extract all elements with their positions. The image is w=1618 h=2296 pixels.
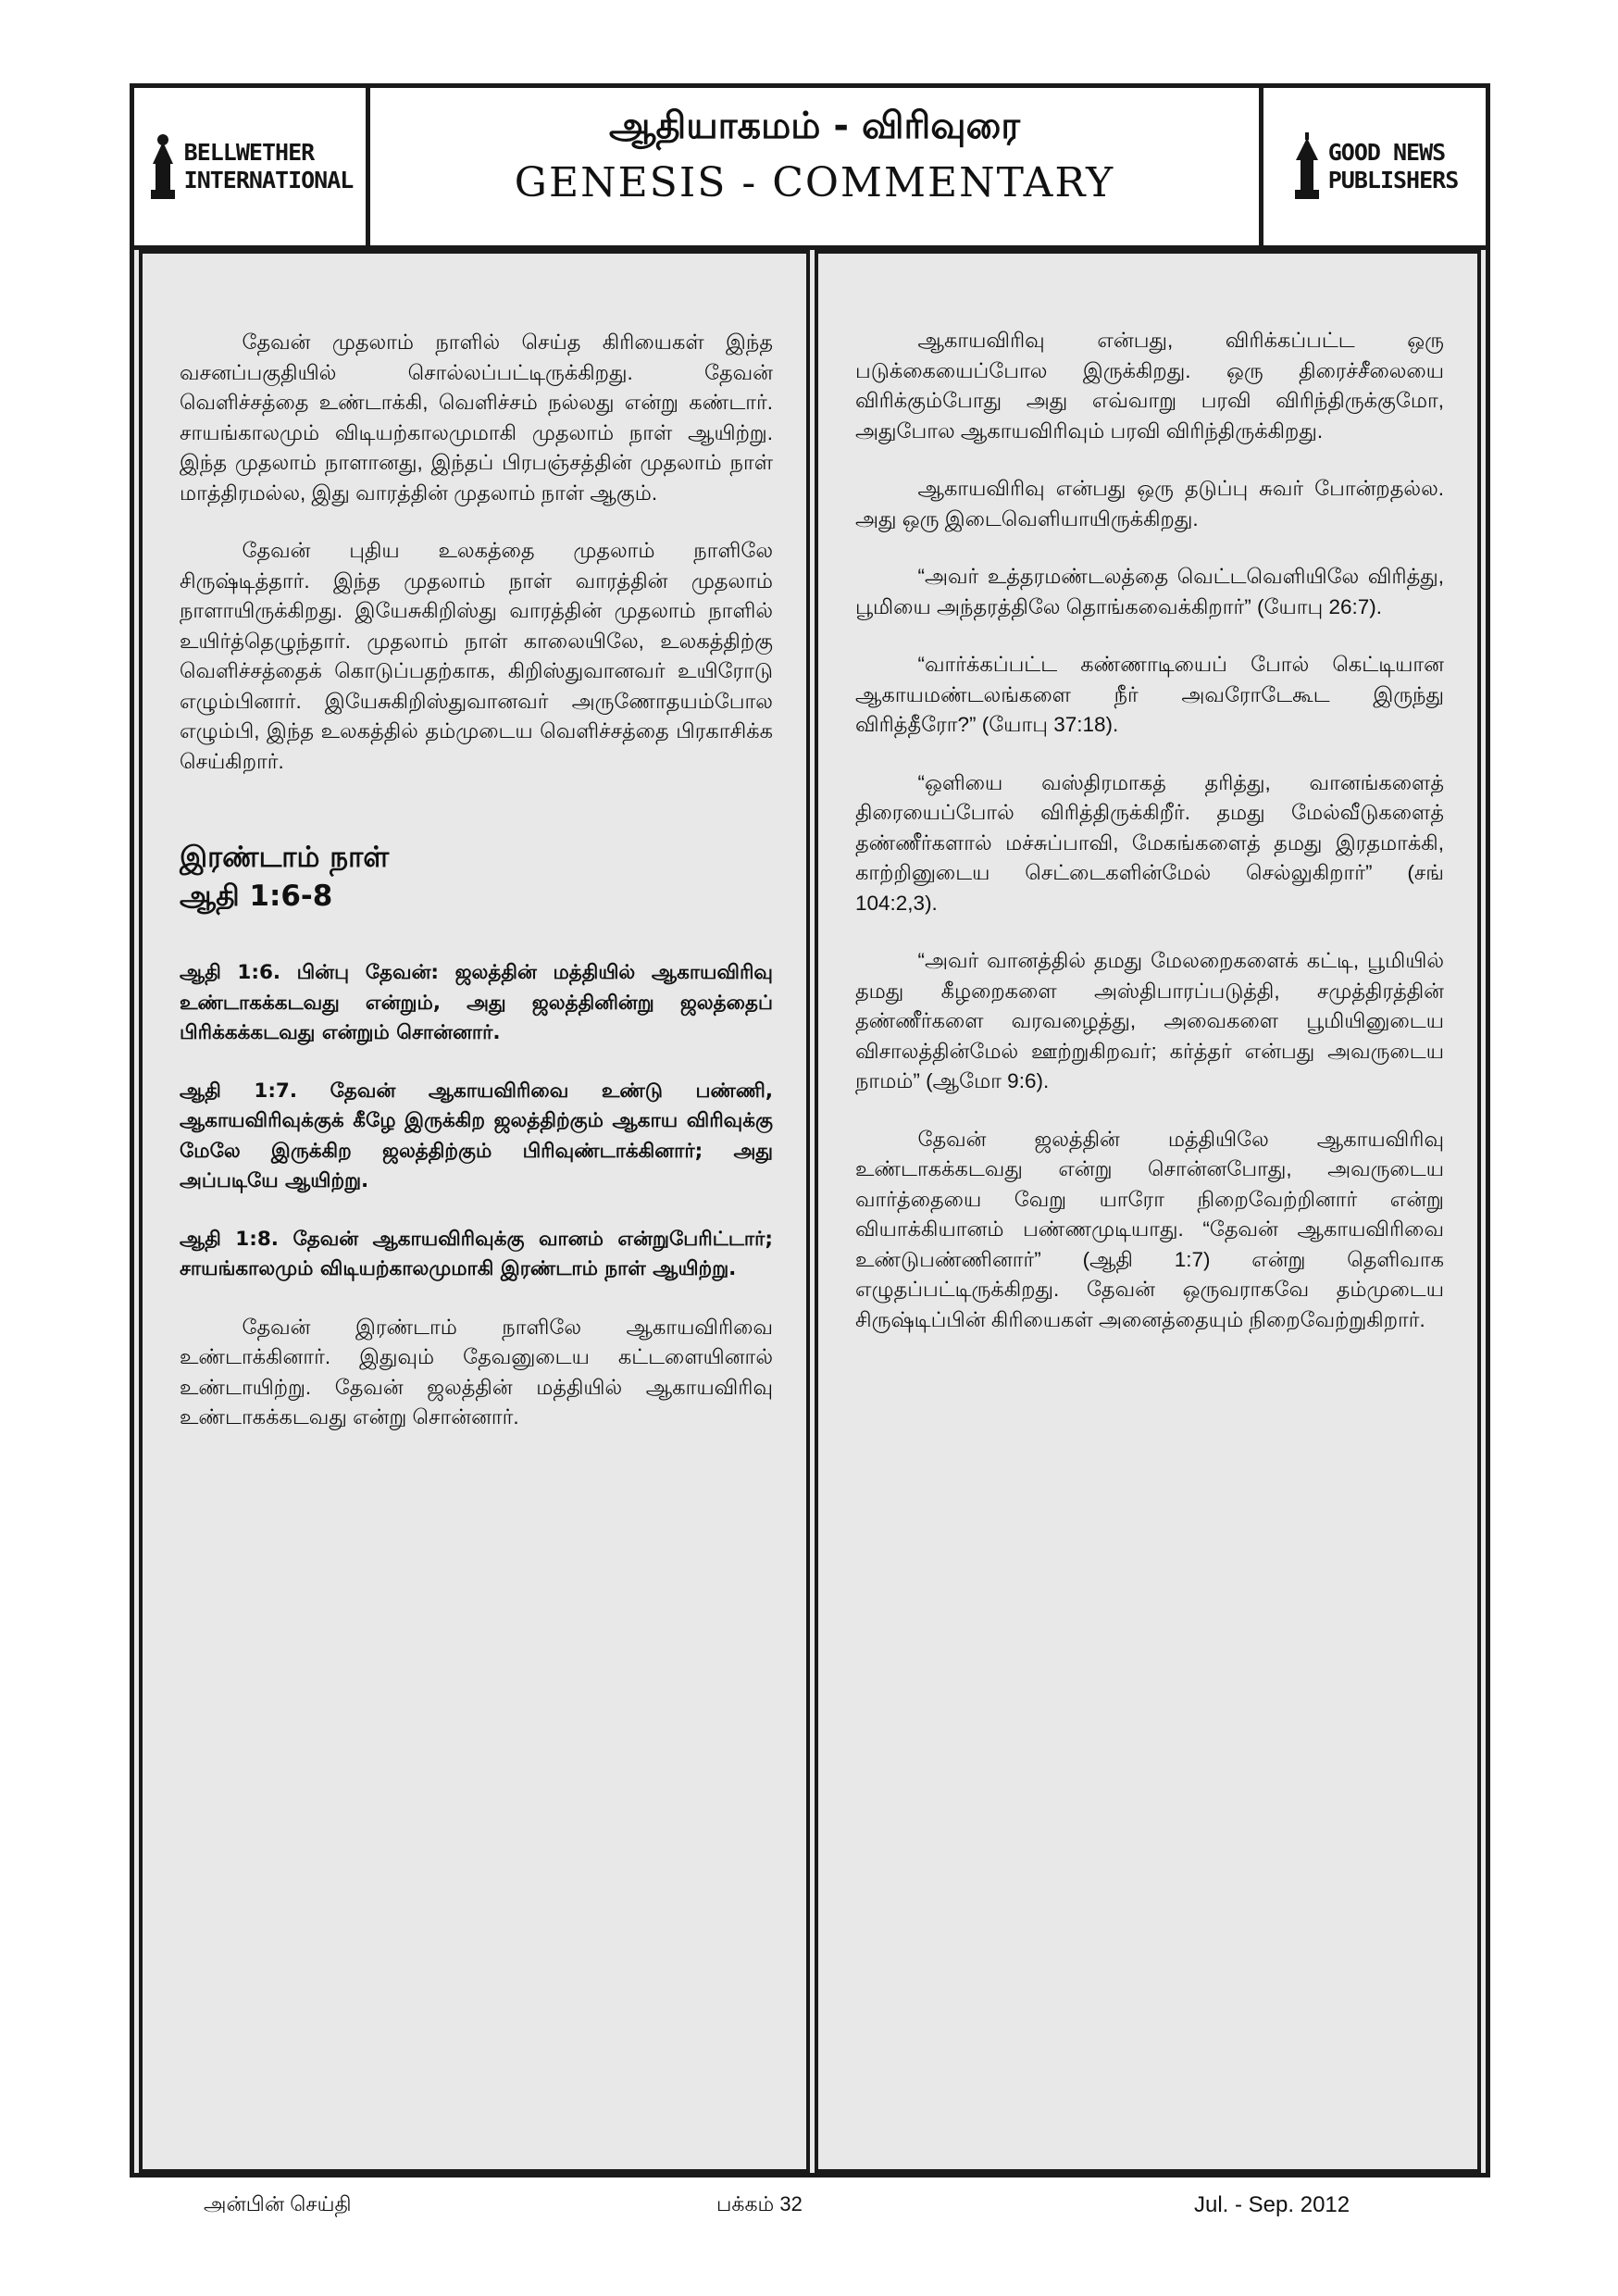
- verse: ஆதி 1:8. தேவன் ஆகாயவிரிவுக்கு வானம் என்றுபேரிட்டார்; சாயங்காலமும் விடியற்காலமுமாகி இரண்டாம் நாள் ஆயிற்று.: [180, 1227, 773, 1280]
- title-area: [375, 88, 1254, 245]
- bellwether-logo: [147, 132, 354, 201]
- right-column: [815, 250, 1481, 2173]
- verse: ஆதி 1:7. தேவன் ஆகாயவிரிவை உண்டு பண்ணி, ஆகாயவிரிவுக்குக் கீழே இருக்கிற ஜலத்திற்கும் ஆகாய விரிவுக்கு மேலே இருக்கிற ஜலத்திற்கும் பிரிவுண்டாக்கினார்; அது அப்படியே ஆயிற்று.: [180, 1079, 773, 1192]
- logo-line-2: PUBLISHERS: [1327, 167, 1459, 193]
- section-heading: [180, 838, 773, 916]
- scripture-quote: “அவர் வானத்தில் தமது மேலறைகளைக் கட்டி, பூமியில் தமது கீழறைகளை அஸ்திபாரப்படுத்தி, சமுத்திரத்தின் தண்ணீர்களை வரவழைத்து, அவைகளை பூமியினுடைய விசாலத்தின்மேல் ஊற்றுகிறவர்; கர்த்தர் என்பது அவருடைய நாமம்” (ஆமோ 9:6).: [855, 949, 1444, 1092]
- left-column: [139, 250, 810, 2173]
- paragraph: தேவன் ஜலத்தின் மத்தியிலே ஆகாயவிரிவு உண்டாகக்கடவது என்று சொன்னபோது, அவருடைய வார்த்தையை வேறு யாரோ நிறைவேற்றினார் என்று வியாக்கியானம் பண்ணமுடியாது. “தேவன் ஆகாயவிரிவை உண்டுபண்ணினார்” (ஆதி 1:7) என்று தெளிவாக எழுதப்பட்டிருக்கிறது. தேவன் ஒருவராகவே தம்முடைய சிருஷ்டிப்பின் கிரியைகள் அனைத்தையும் நிறைவேற்றுகிறார்.: [855, 1127, 1444, 1331]
- logo-line-1: GOOD NEWS: [1327, 139, 1446, 166]
- footer-page-number: பக்கம் 32: [716, 2192, 803, 2215]
- footer-magazine-name: அன்பின் செய்தி: [204, 2192, 352, 2215]
- title-english: GENESIS - COMMENTARY: [514, 159, 1115, 206]
- scripture-quote: “வார்க்கப்பட்ட கண்ணாடியைப் போல் கெட்டியான ஆகாயமண்டலங்களை நீர் அவரோடேகூட இருந்து விரித்தீரோ?” (யோபு 37:18).: [855, 653, 1444, 736]
- columns: [134, 250, 1486, 2173]
- title-tamil: ஆதியாகமம் - விரிவுரை: [608, 105, 1021, 147]
- paragraph: ஆகாயவிரிவு என்பது, விரிக்கப்பட்ட ஒரு படுக்கையைப்போல இருக்கிறது. ஒரு திரைச்சீலையை விரிக்கும்போது அது எவ்வாறு பரவி விரிந்திருக்குமோ, அதுபோல ஆகாயவிரிவும் பரவி விரிந்திருக்கிறது.: [855, 329, 1444, 443]
- logo-line-1: BELLWETHER: [183, 139, 315, 166]
- scripture-quote: “ஒளியை வஸ்திரமாகத் தரித்து, வானங்களைத் திரையைப்போல் விரித்திருக்கிறீர். தமது மேல்வீடுகளைத் தண்ணீர்களால் மச்சுப்பாவி, மேகங்களைத் தமது இரதமாக்கி, காற்றினுடைய செட்டைகளின்மேல் செல்லுகிறார்” (சங் 104:2,3).: [855, 770, 1444, 915]
- paragraph: தேவன் இரண்டாம் நாளிலே ஆகாயவிரிவை உண்டாக்கினார். இதுவும் தேவனுடைய கட்டளையினால் உண்டாயிற்று. தேவன் ஜலத்தின் மத்தியில் ஆகாயவிரிவு உண்டாகக்கடவது என்று சொன்னார்.: [180, 1315, 773, 1429]
- header: [134, 88, 1486, 250]
- heading-line-1: இரண்டாம் நாள்: [180, 841, 390, 874]
- logo-line-2: INTERNATIONAL: [183, 167, 354, 193]
- footer-issue-date: Jul. - Sep. 2012: [1194, 2192, 1350, 2217]
- page-frame: [130, 83, 1490, 2177]
- heading-line-2: ஆதி 1:6-8: [180, 880, 333, 913]
- good-news-logo: [1291, 132, 1459, 201]
- scripture-quote: “அவர் உத்தரமண்டலத்தை வெட்டவெளியிலே விரித்து, பூமியை அந்தரத்திலே தொங்கவைக்கிறார்” (யோபு 26:7).: [855, 565, 1444, 618]
- verse: ஆதி 1:6. பின்பு தேவன்: ஜலத்தின் மத்தியில் ஆகாயவிரிவு உண்டாகக்கடவது என்றும், அது ஜலத்தினின்று ஜலத்தைப் பிரிக்கக்கடவது என்றும் சொன்னார்.: [180, 961, 773, 1044]
- statue-icon: [1291, 132, 1323, 201]
- right-logo-box: [1259, 88, 1486, 245]
- paragraph: ஆகாயவிரிவு என்பது ஒரு தடுப்பு சுவர் போன்றதல்ல. அது ஒரு இடைவெளியாயிருக்கிறது.: [855, 477, 1444, 530]
- paragraph: தேவன் முதலாம் நாளில் செய்த கிரியைகள் இந்த வசனப்பகுதியில் சொல்லப்பட்டிருக்கிறது. தேவன் வெளிச்சத்தை உண்டாக்கி, வெளிச்சம் நல்லது என்று கண்டார். சாயங்காலமும் விடியற்காலமுமாகி முதலாம் நாள் ஆயிற்று. இந்த முதலாம் நாளானது, இந்தப் பிரபஞ்சத்தின் முதலாம் நாள் மாத்திரமல்ல, இது வாரத்தின் முதலாம் நாள் ஆகும்.: [180, 331, 773, 505]
- left-logo-box: [134, 88, 370, 245]
- ram-statue-icon: [147, 132, 179, 201]
- paragraph: தேவன் புதிய உலகத்தை முதலாம் நாளிலே சிருஷ்டித்தார். இந்த முதலாம் நாள் வாரத்தின் முதலாம் நாளாயிருக்கிறது. இயேசுகிறிஸ்து வாரத்தின் முதலாம் நாளில் உயிர்த்தெழுந்தார். முதலாம் நாள் காலையிலே, உலகத்திற்கு வெளிச்சத்தைக் கொடுப்பதற்காக, கிறிஸ்துவானவர் உயிரோடு எழும்பினார். இயேசுகிறிஸ்துவானவர் அருணோதயம்போல எழும்பி, இந்த உலகத்தில் தம்முடைய வெளிச்சத்தை பிரகாசிக்க செய்கிறார்.: [180, 539, 773, 773]
